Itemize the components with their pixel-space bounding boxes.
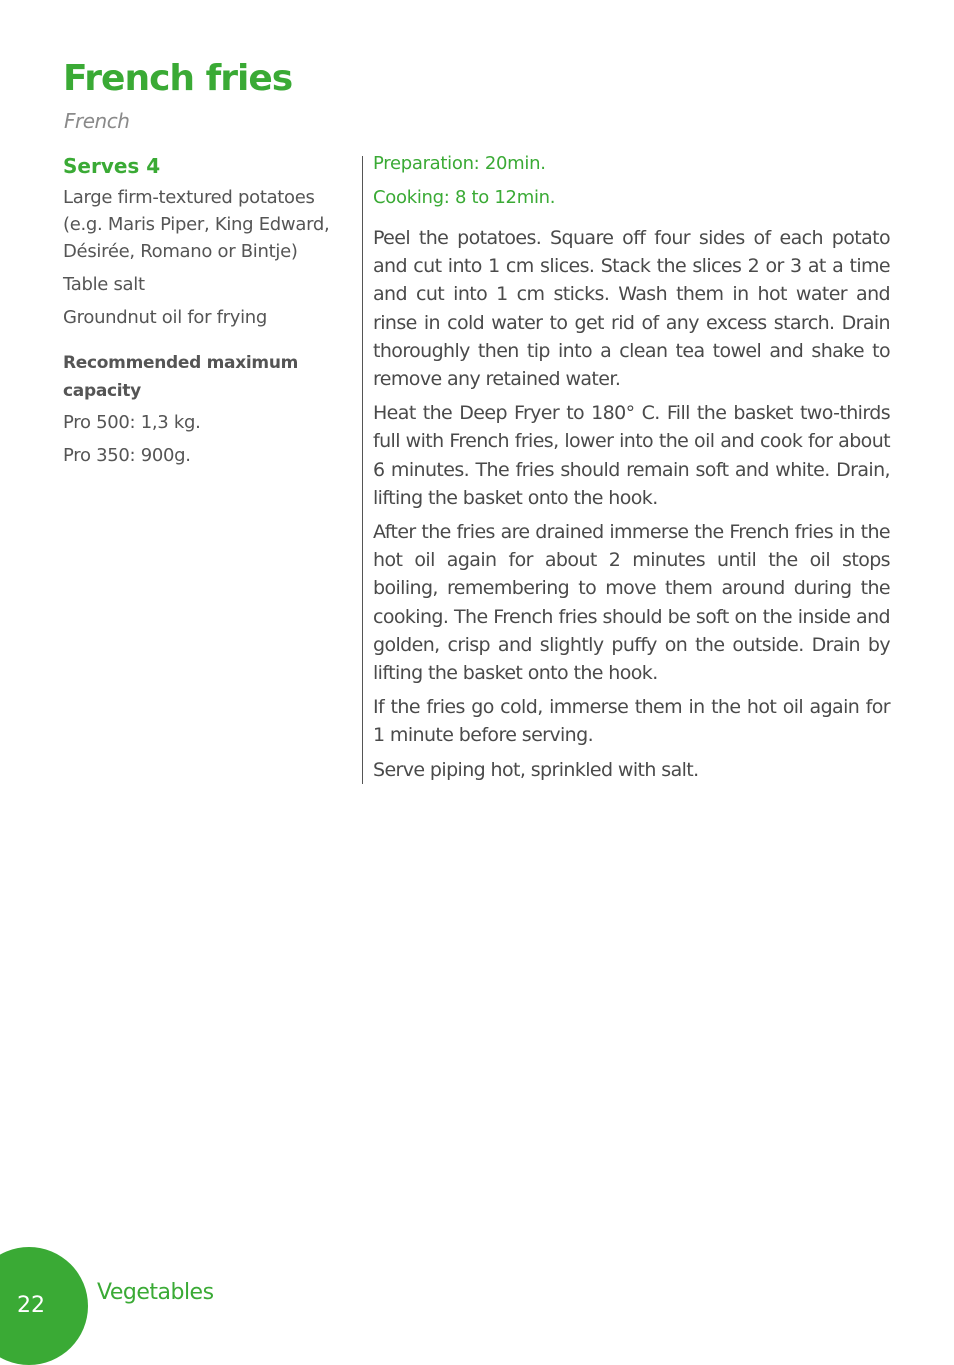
ingredient-item: Table salt: [63, 274, 145, 295]
page-number: 22: [17, 1293, 45, 1318]
capacity-item: Pro 500: 1,3 kg.: [63, 412, 201, 433]
ingredients-column: [63, 152, 343, 475]
column-divider: [362, 156, 363, 784]
preparation-time: Preparation: 20min.: [373, 153, 546, 174]
method-step: Peel the potatoes. Square off four sides of each potato and cut into 1 cm slices. Stack the slices 2 or 3 at a time and cut into 1 cm sticks. Wash them in hot water and rinse in cold water to get rid of any excess starch. Drain thoroughly then tip into a clean tea towel and shake to remove any retained water.: [373, 227, 890, 391]
method-column: [373, 150, 890, 790]
method-step: Heat the Deep Fryer to 180° C. Fill the basket two-thirds full with French fries, lower into the oil and cook for about 6 minutes. The fries should remain soft and white. Drain, lifting the basket onto the hook.: [373, 402, 890, 509]
capacity-item: Pro 350: 900g.: [63, 445, 191, 466]
serves-heading: Serves 4: [63, 154, 161, 178]
recipe-subtitle: French: [64, 109, 130, 133]
method-step: If the fries go cold, immerse them in the hot oil again for 1 minute before serving.: [373, 696, 890, 747]
section-label: Vegetables: [97, 1280, 214, 1305]
method-step: Serve piping hot, sprinkled with salt.: [373, 758, 699, 781]
method-step: After the fries are drained immerse the French fries in the hot oil again for about 2 minutes until the oil stops boiling, remembering to move them around during the cooking. The French fries should be soft on the inside and golden, crisp and slightly puffy on the outside. Drain by lifting the basket onto the hook.: [373, 521, 890, 685]
page-title: French fries: [63, 58, 293, 99]
ingredient-item: Large firm-textured potatoes (e.g. Maris Piper, King Edward, Désirée, Romano or Bintje): [63, 187, 330, 262]
capacity-heading: Recommended maximum capacity: [63, 353, 299, 401]
cooking-time: Cooking: 8 to 12min.: [373, 187, 556, 208]
ingredient-item: Groundnut oil for frying: [63, 307, 268, 328]
